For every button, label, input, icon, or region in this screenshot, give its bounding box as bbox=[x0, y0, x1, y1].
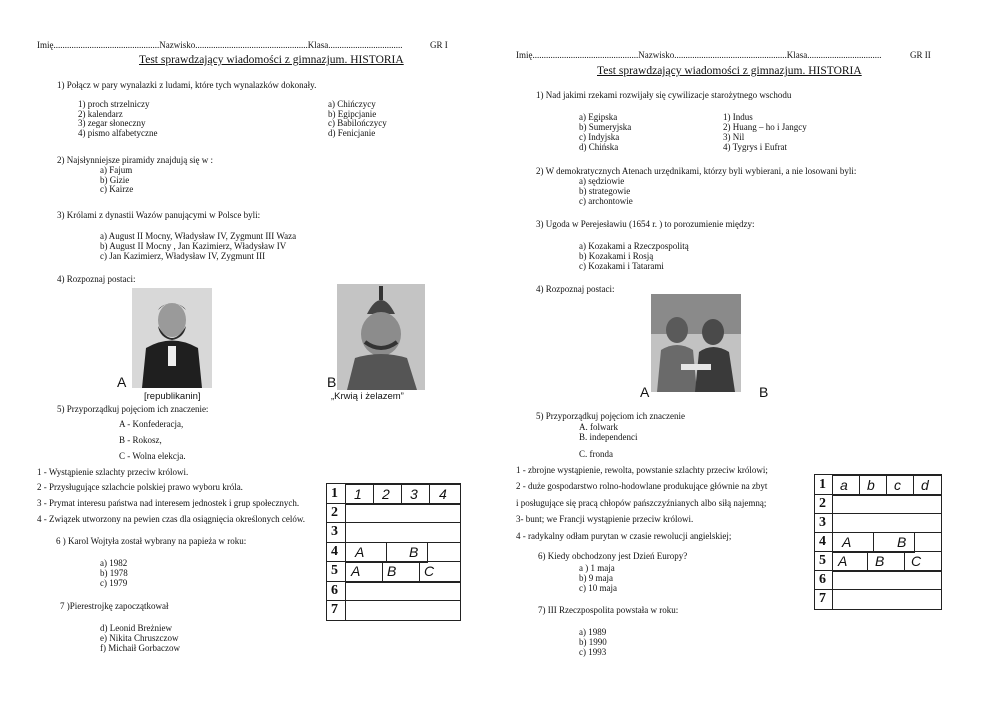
list-item: a) Chińczycy bbox=[328, 99, 376, 109]
list-item: c) archontowie bbox=[579, 196, 633, 206]
portrait-b-caption: „Krwią i żelazem” bbox=[331, 391, 404, 402]
portrait-a-image bbox=[132, 288, 212, 388]
grid-number: 7 bbox=[331, 602, 338, 617]
right-q5-meaning-2: 2 - duże gospodarstwo rolno-hodowlane produkujące głównie na zbyt bbox=[516, 481, 768, 491]
right-q4-text: 4) Rozpoznaj postaci: bbox=[536, 284, 615, 294]
right-title: Test sprawdzający wiadomości z gimnazjum. HISTORIA bbox=[597, 65, 862, 77]
list-item: b) 1978 bbox=[100, 568, 128, 578]
left-header: Imię...............................................Nazwisko..................................................Klasa................................. bbox=[37, 40, 403, 50]
right-q6-text: 6) Kiedy obchodzony jest Dzień Europy? bbox=[538, 551, 688, 561]
grid-number: 4 bbox=[819, 534, 826, 549]
list-item: c) Babilończycy bbox=[328, 118, 387, 128]
list-item: 3) Nil bbox=[723, 132, 745, 142]
list-item: b) August II Mocny , Jan Kazimierz, Władysław IV bbox=[100, 241, 287, 251]
list-item: d) Chińska bbox=[579, 142, 619, 152]
right-q1-items bbox=[579, 112, 631, 152]
list-item: b) Kozakami i Rosją bbox=[579, 251, 654, 261]
left-q6-text: 6 ) Karol Wojtyła został wybrany na papieża w roku: bbox=[56, 536, 247, 546]
grid-number: 4 bbox=[331, 544, 338, 559]
portraits-photo-image bbox=[651, 294, 741, 392]
grid-number: 5 bbox=[331, 563, 338, 578]
left-q2-options bbox=[100, 166, 133, 195]
grid-number: 3 bbox=[819, 515, 826, 530]
right-q6-options bbox=[579, 563, 617, 593]
left-q5-meaning-4: 4 - Związek utworzony na pewien czas dla osiągnięcia określonych celów. bbox=[37, 514, 306, 524]
list-item: e) Nikita Chruszczow bbox=[100, 633, 179, 643]
grid-cell: d bbox=[921, 477, 929, 493]
list-item: 4) Tygrys i Eufrat bbox=[723, 142, 787, 152]
list-item: a) Egipska bbox=[579, 112, 618, 122]
list-item: 2) kalendarz bbox=[78, 108, 123, 119]
left-q4-text: 4) Rozpoznaj postaci: bbox=[57, 274, 136, 284]
grid-number: 2 bbox=[331, 505, 338, 520]
right-q7-text: 7) III Rzeczpospolita powstała w roku: bbox=[538, 605, 679, 615]
left-answer-grid bbox=[326, 483, 461, 621]
left-q5-term-b: B - Rokosz, bbox=[119, 435, 162, 445]
grid-cell: a bbox=[840, 477, 848, 493]
right-q5-text: 5) Przyporządkuj pojęciom ich znaczenie bbox=[536, 411, 685, 421]
list-item: a) 1989 bbox=[579, 627, 607, 637]
grid-cell: A bbox=[351, 563, 361, 579]
grid-number: 1 bbox=[819, 477, 826, 492]
left-q1-items bbox=[78, 100, 157, 138]
left-q3-options bbox=[100, 231, 296, 261]
left-q5-meaning-2: 2 - Przysługujące szlachcie polskiej prawo wyboru króla. bbox=[37, 482, 243, 492]
list-item: b) 9 maja bbox=[579, 573, 613, 583]
list-item: d) Leonid Breżniew bbox=[100, 623, 172, 633]
list-item: c) 10 maja bbox=[579, 583, 617, 593]
list-item: c) Kairze bbox=[100, 184, 134, 194]
list-item: c) 1993 bbox=[579, 647, 607, 657]
grid-cell: A bbox=[838, 553, 848, 569]
left-q6-options bbox=[100, 558, 128, 588]
answer-box[interactable] bbox=[873, 532, 915, 553]
grid-cell: b bbox=[867, 477, 875, 493]
right-q7-options bbox=[579, 627, 607, 657]
grid-cell: B bbox=[875, 553, 885, 569]
grid-cell: A bbox=[842, 534, 852, 550]
list-item: c) 1979 bbox=[100, 578, 128, 588]
list-item: b) 1990 bbox=[579, 637, 607, 647]
left-q7-options bbox=[100, 623, 180, 653]
list-item: c) Indyjska bbox=[579, 132, 620, 142]
left-title: Test sprawdzający wiadomości z gimnazjum. HISTORIA bbox=[139, 54, 404, 66]
portraits-photo-figure bbox=[651, 294, 741, 392]
grid-cell: C bbox=[424, 563, 435, 579]
list-item: b) Sumeryjska bbox=[579, 122, 632, 132]
grid-number: 1 bbox=[331, 486, 338, 501]
answer-box[interactable] bbox=[904, 551, 942, 572]
grid-cell: 2 bbox=[382, 486, 390, 502]
grid-cell: c bbox=[894, 477, 901, 493]
right-q3-text: 3) Ugoda w Perejesławiu (1654 r. ) to porozumienie między: bbox=[536, 219, 755, 229]
list-item: A. folwark bbox=[579, 422, 618, 432]
right-portrait-a-label: A bbox=[640, 384, 650, 400]
portrait-b-label: B bbox=[327, 374, 337, 390]
list-item: a) sędziowie bbox=[579, 176, 625, 186]
list-item: b) Gizie bbox=[100, 174, 130, 185]
right-q5-term-c: C. fronda bbox=[579, 449, 613, 459]
list-item: f) Michaił Gorbaczow bbox=[100, 643, 180, 653]
portrait-b-figure bbox=[337, 284, 425, 390]
list-item: 3) zegar słoneczny bbox=[78, 118, 146, 128]
left-q5-text: 5) Przyporządkuj pojęciom ich znaczenie: bbox=[57, 404, 209, 414]
grid-cell: B bbox=[409, 544, 419, 560]
left-q1-text: 1) Połącz w pary wynalazki z ludami, które tych wynalazków dokonały. bbox=[57, 80, 317, 90]
left-q5-meaning-1: 1 - Wystąpienie szlachty przeciw królowi. bbox=[37, 467, 189, 477]
right-q1-options bbox=[723, 112, 807, 152]
list-item: a) 1982 bbox=[100, 558, 128, 568]
grid-number: 6 bbox=[331, 583, 338, 598]
right-q2-text: 2) W demokratycznych Atenach urzędnikami, którzy byli wybierani, a nie losowani byli: bbox=[536, 166, 857, 176]
right-group-label: GR II bbox=[910, 50, 931, 60]
grid-number: 7 bbox=[819, 591, 826, 606]
grid-cell: A bbox=[355, 544, 365, 560]
grid-cell: B bbox=[387, 563, 397, 579]
grid-number: 5 bbox=[819, 553, 826, 568]
right-q5-meaning-3: 3- bunt; we Francji wystąpienie przeciw królowi. bbox=[516, 514, 694, 524]
left-group-label: GR I bbox=[430, 40, 448, 50]
list-item: a) Fajum bbox=[100, 165, 133, 175]
left-q3-text: 3) Królami z dynastii Wazów panującymi w Polsce byli: bbox=[57, 210, 261, 220]
left-q5-meaning-3: 3 - Prymat interesu państwa nad interesem jednostek i grup społecznych. bbox=[37, 498, 300, 508]
left-q5-term-a: A - Konfederacja, bbox=[119, 419, 184, 429]
list-item: c) Jan Kazimierz, Władysław IV, Zygmunt III bbox=[100, 251, 266, 261]
grid-number: 3 bbox=[331, 524, 338, 539]
list-item: d) Fenicjanie bbox=[328, 127, 376, 138]
left-q5-term-c: C - Wolna elekcja. bbox=[119, 451, 186, 461]
left-q2-text: 2) Najsłynniejsze piramidy znajdują się w : bbox=[57, 155, 213, 165]
right-q2-options bbox=[579, 176, 633, 206]
portrait-a-figure bbox=[132, 288, 212, 388]
right-q5-meaning-2b: i posługujące się pracą chłopów pańszczyźnianych albo siłą najemną; bbox=[516, 498, 767, 508]
right-q5-terms bbox=[579, 422, 637, 442]
portrait-a-caption: [republikanin] bbox=[144, 391, 201, 402]
right-q3-options bbox=[579, 241, 689, 271]
grid-cell: 3 bbox=[410, 486, 418, 502]
grid-cell: 1 bbox=[354, 486, 362, 502]
grid-cell: C bbox=[911, 553, 922, 569]
right-portrait-b-label: B bbox=[759, 384, 769, 400]
list-item: 4) pismo alfabetyczne bbox=[78, 127, 158, 138]
list-item: B. independenci bbox=[579, 432, 638, 442]
right-q1-text: 1) Nad jakimi rzekami rozwijały się cywilizacje starożytnego wschodu bbox=[536, 90, 792, 100]
right-q5-meaning-4: 4 - radykalny odłam purytan w czasie rewolucji angielskiej; bbox=[516, 531, 732, 541]
answer-box[interactable] bbox=[345, 542, 387, 563]
right-q5-meaning-1: 1 - zbrojne wystąpienie, rewolta, powstanie szlachty przeciw królowi; bbox=[516, 465, 768, 475]
list-item: c) Kozakami i Tatarami bbox=[579, 261, 664, 271]
answer-box[interactable] bbox=[832, 532, 874, 553]
right-header: Imię...............................................Nazwisko..................................................Klasa................................. bbox=[516, 50, 882, 60]
list-item: b) Egipcjanie bbox=[328, 108, 377, 119]
portrait-b-image bbox=[337, 284, 425, 390]
list-item: a) Kozakami a Rzeczpospolitą bbox=[579, 241, 689, 251]
grid-cell: B bbox=[897, 534, 907, 550]
grid-number: 2 bbox=[819, 496, 826, 511]
list-item: 2) Huang – ho i Jangcy bbox=[723, 122, 807, 132]
portrait-a-label: A bbox=[117, 374, 127, 390]
list-item: b) strategowie bbox=[579, 186, 631, 196]
left-q7-text: 7 )Pierestrojkę zapoczątkował bbox=[60, 601, 169, 611]
list-item: 1) Indus bbox=[723, 112, 753, 122]
grid-number: 6 bbox=[819, 572, 826, 587]
grid-cell: 4 bbox=[439, 486, 447, 502]
left-q1-options bbox=[328, 100, 387, 138]
list-item: a) August II Mocny, Władysław IV, Zygmunt III Waza bbox=[100, 231, 297, 241]
right-answer-grid bbox=[814, 474, 942, 610]
list-item: 1) proch strzelniczy bbox=[78, 99, 150, 109]
list-item: a ) 1 maja bbox=[579, 563, 615, 573]
answer-box[interactable] bbox=[867, 551, 905, 572]
answer-box[interactable] bbox=[386, 542, 428, 563]
